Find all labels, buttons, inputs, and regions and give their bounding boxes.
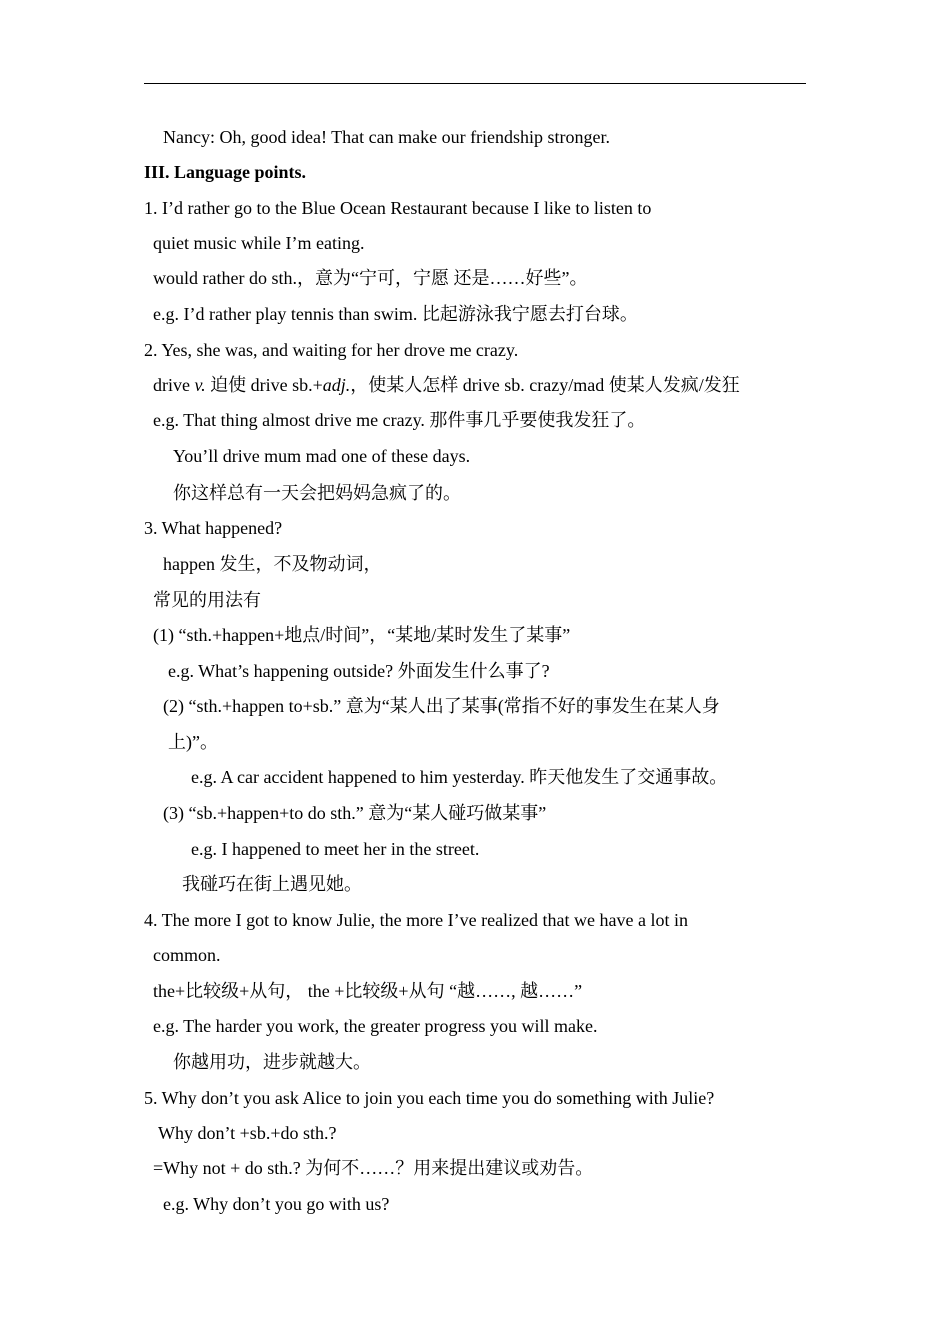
part-of-speech-verb: v. <box>194 375 206 395</box>
text-run: ，使某人怎样 drive sb. crazy/mad 使某人发疯/发狂 <box>350 375 740 395</box>
point-5-explanation: =Why not + do sth.? 为何不……？用来提出建议或劝告。 <box>153 1158 594 1178</box>
point-4-example: e.g. The harder you work, the greater progress you will make. <box>153 1016 598 1036</box>
section-heading-language-points: III. Language points. <box>144 162 307 182</box>
point-2-example-2-translation: 你这样总有一天会把妈妈急疯了的。 <box>173 483 461 503</box>
point-4-example-translation: 你越用功，进步就越大。 <box>173 1052 371 1072</box>
point-2-example-2: You’ll drive mum mad one of these days. <box>173 446 471 466</box>
point-1-sentence: 1. I’d rather go to the Blue Ocean Restaurant because I like to listen to <box>144 198 652 218</box>
point-3-usage-2: (2) “sth.+happen to+sb.” 意为“某人出了某事(常指不好的事发生在某人身 <box>163 696 720 716</box>
point-3-explanation: happen 发生，不及物动词， <box>163 554 382 574</box>
point-3-sentence: 3. What happened? <box>144 518 283 538</box>
part-of-speech-adjective: adj. <box>322 375 351 395</box>
point-5-structure: Why don’t +sb.+do sth.? <box>158 1123 337 1143</box>
point-2-explanation <box>153 373 740 397</box>
header-rule <box>144 83 806 84</box>
point-4-sentence: 4. The more I got to know Julie, the more I’ve realized that we have a lot in <box>144 910 688 930</box>
point-3-usage-1: (1) “sth.+happen+地点/时间”，“某地/某时发生了某事” <box>153 625 571 645</box>
point-1-example: e.g. I’d rather play tennis than swim. 比起游泳我宁愿去打台球。 <box>153 304 638 324</box>
point-3-usage-3: (3) “sb.+happen+to do sth.” 意为“某人碰巧做某事” <box>163 803 547 823</box>
point-3-usage-2-example: e.g. A car accident happened to him yesterday. 昨天他发生了交通事故。 <box>191 767 728 787</box>
point-3-common-usage: 常见的用法有 <box>153 590 261 610</box>
point-3-usage-3-example: e.g. I happened to meet her in the street. <box>191 839 480 859</box>
point-1-sentence-cont: quiet music while I’m eating. <box>153 233 365 253</box>
point-4-explanation: the+比较级+从句， the +比较级+从句 “越……, 越……” <box>153 981 583 1001</box>
point-3-usage-3-translation: 我碰巧在街上遇见她。 <box>182 874 362 894</box>
text-run: drive <box>153 375 195 395</box>
point-4-sentence-cont: common. <box>153 945 221 965</box>
point-2-sentence: 2. Yes, she was, and waiting for her drove me crazy. <box>144 340 519 360</box>
point-1-explanation: would rather do sth.，意为“宁可，宁愿 还是……好些”。 <box>153 268 588 288</box>
text-run: 迫使 drive sb.+ <box>205 375 323 395</box>
point-3-usage-2-cont: 上)”。 <box>168 732 218 752</box>
point-2-example: e.g. That thing almost drive me crazy. 那件事几乎要使我发狂了。 <box>153 410 646 430</box>
point-5-sentence: 5. Why don’t you ask Alice to join you each time you do something with Julie? <box>144 1088 715 1108</box>
point-5-example: e.g. Why don’t you go with us? <box>163 1194 390 1214</box>
point-3-usage-1-example: e.g. What’s happening outside? 外面发生什么事了? <box>168 661 550 681</box>
dialogue-line-nancy: Nancy: Oh, good idea! That can make our friendship stronger. <box>163 127 611 147</box>
